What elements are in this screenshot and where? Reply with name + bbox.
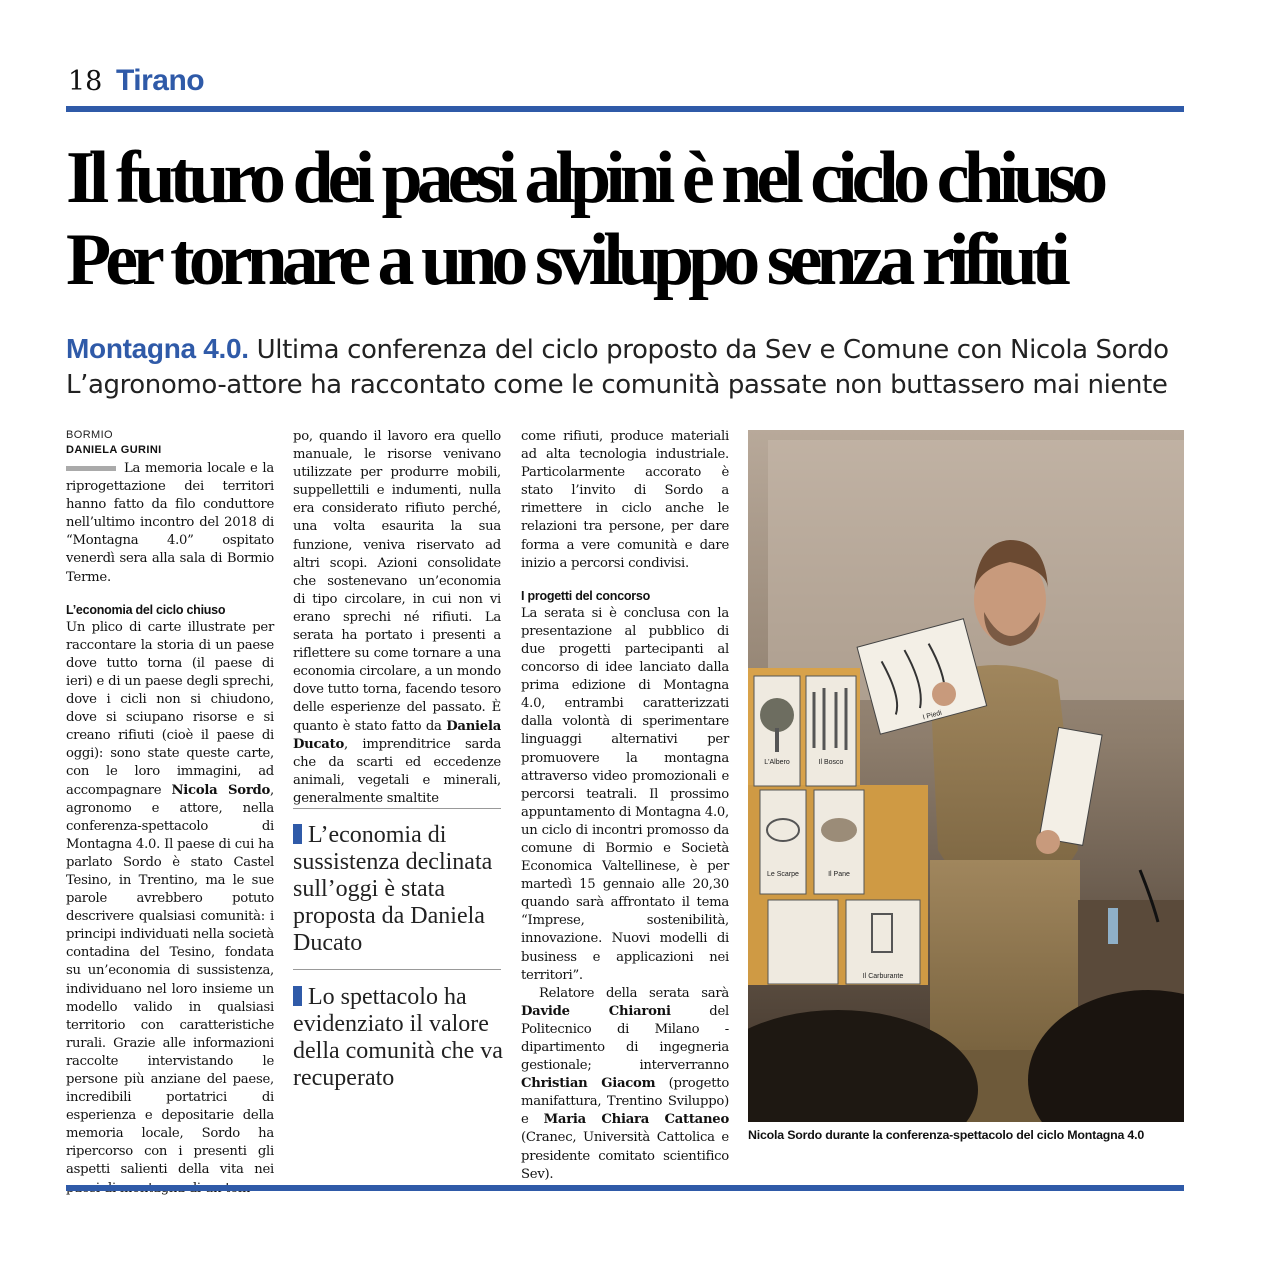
headline-line-1: Il futuro dei paesi alpini è nel ciclo chiuso xyxy=(66,137,1103,219)
card-label-scarpe: Le Scarpe xyxy=(767,871,799,878)
pullquote-2 xyxy=(293,984,503,1092)
photo-caption: Nicola Sordo durante la conferenza-spettacolo del ciclo Montagna 4.0 xyxy=(748,1128,1145,1142)
card-label-albero: L'Albero xyxy=(764,759,790,766)
p5-text-a: Relatore della serata sarà xyxy=(539,985,729,1001)
subtitle-line-1 xyxy=(66,332,1186,367)
author: DANIELA GURINI xyxy=(66,444,162,456)
left-hand xyxy=(932,682,956,706)
pullquote-1 xyxy=(293,822,503,957)
right-hand xyxy=(1036,830,1060,854)
card-label-bosco: Il Bosco xyxy=(818,759,844,766)
subtitle-text-1: Ultima conferenza del ciclo proposto da Sev e Comune con Nicola Sordo xyxy=(256,335,1169,365)
projection-screen xyxy=(768,440,1184,700)
headline-line-2: Per tornare a uno sviluppo senza rifiuti xyxy=(66,219,1065,301)
pullquote-2-text: Lo spettacolo ha evidenziato il valore della comunità che va recuperato xyxy=(293,984,503,1091)
water-bottle xyxy=(1108,908,1118,944)
p1-text-b: , agronomo e attore, nella conferenza-spettacolo di Montagna 4.0. Il paese di cui ha parlato Sordo è stato Castel Tesino, in Trentino, ma le sue parole avrebbero potuto descrivere qualsiasi comunità: i principi individuati nella società contadina del Tesino, fondata su un’economia di sussistenza, individuano nel loro insieme un modello valido in qualsiasi territorio con caratteristiche rurali. Grazie alle informazioni raccolte intervistando le persone più anziane del paese, incredibili portatrici di esperienza e depositarie della memoria locale, Sordo ha ripercorso con i presenti gli aspetti salienti della vita nei xyxy=(66,782,274,1178)
bread-icon xyxy=(821,818,857,842)
subhead-economia: L’economia del ciclo chiuso xyxy=(66,602,226,617)
pullquote-1-text: L’economia di sussistenza declinata sull’oggi è stata proposta da Daniela Ducato xyxy=(293,822,493,956)
held-card-label: I Piedi xyxy=(922,709,943,722)
subtitle-kicker: Montagna 4.0. xyxy=(66,333,249,364)
p5-text-b: del Politecnico di Milano - dipartimento di ingegneria gestionale; interverranno xyxy=(521,1003,729,1074)
article-column-2 xyxy=(293,428,501,808)
tree-icon xyxy=(760,698,794,732)
lead-bar xyxy=(66,466,116,471)
subtitle-line-2: L’agronomo-attore ha raccontato come le comunità passate non buttassero mai niente xyxy=(66,370,1168,400)
lead-paragraph xyxy=(66,460,274,587)
col2-name: Daniela Ducato xyxy=(293,718,501,752)
page-number: 18 xyxy=(68,66,103,97)
p1-text-a: Un plico di carte illustrate per raccontare la storia di un paese dove tutto torna (il paese di ieri) e di un paese degli sprechi, dove i cicli non si chiudono, dove si sciupano risorse e si creano rifiuti (cioè il paese di oggi): sono state queste carte, con le loro immagini, ad accompagnare xyxy=(66,619,274,798)
col2-text-a: po, quando il lavoro era quello manuale, le risorse venivano utilizzate per produrre mobili, suppellettili e indumenti, nulla era considerato rifiuto perché, una volta esaurita la sua funzione, veniva riservato ad altri scopi. Azioni consolidate che sostenevano un’economia di tipo circolare, in cui non vi erano sprechi né rifiuti. La serata ha portato i presenti a riflettere su come tornare a una economia circolare, a un mondo dove tutto torna, facendo tesoro delle esperienze del passato. È quanto è stato fatto da xyxy=(293,429,501,734)
article-photo xyxy=(748,430,1184,1122)
pullquote-rule-2 xyxy=(293,969,501,970)
p5-text-c: (progetto manifattura, Trentino Sviluppo) e xyxy=(521,1076,730,1128)
article-column-1 xyxy=(66,428,274,1198)
col2-text-b: , imprenditrice sarda che da scarti ed eccedenze animali, vegetali e minerali, generalmente smaltite xyxy=(293,736,501,806)
paragraph-4: La serata si è conclusa con la presentazione al pubblico di due progetti partecipanti al concorso di idee lanciato dalla prima edizione di Montagna 4.0, entrambi caratterizzati dalla volontà di sperimentare linguaggi alternativi per promuovere la montagna attraverso video promozionali e percorsi teatrali. Il prossimo appuntamento di Montagna 4.0, un ciclo di incontri promosso da comune di Bormio e Società Economica Valtellinese, è per martedì 15 gennaio alle 20,30 quando sarà affrontato il tema “Imprese, sostenibilità, innovazione. Nuovi modelli di business e applicazioni nei territori”. xyxy=(521,605,729,983)
photo-illustration xyxy=(748,430,1184,1122)
card-mucca xyxy=(768,900,838,984)
paragraph-1 xyxy=(66,619,274,1198)
subhead-progetti: I progetti del concorso xyxy=(521,588,650,603)
lead-text: La memoria locale e la riprogettazione dei territori hanno fatto da filo conduttore nell’ultimo incontro del 2018 di “Montagna 4.0” ospitato venerdì sera alla sala di Bormio Terme. xyxy=(66,461,274,585)
article-column-3 xyxy=(521,428,729,1184)
tree-trunk-icon xyxy=(775,728,779,752)
pullquote-marker xyxy=(293,824,302,844)
paragraph-3: come rifiuti, produce materiali ad alta tecnologia industriale. Particolarmente accorato è stato l’invito di Sordo a rimettere in ciclo anche le relazioni tra persone, per dare forma a vere comunità e dare inizio a percorsi condivisi. xyxy=(521,429,729,571)
bottom-rule xyxy=(66,1185,1184,1191)
paragraph-2 xyxy=(293,428,501,808)
card-label-pane: Il Pane xyxy=(828,871,850,878)
p1-name: Nicola Sordo xyxy=(171,782,271,798)
pullquote-marker xyxy=(293,986,302,1006)
card-label-carburante: Il Carburante xyxy=(862,973,904,980)
p5-text-d: (Cranec, Università Cattolica e presidente comitato scientifico Sev). xyxy=(521,1130,729,1182)
p5-name-2: Christian Giacom xyxy=(521,1076,656,1092)
p5-name-3: Maria Chiara Cattaneo xyxy=(543,1112,729,1128)
p5-name-1: Davide Chiaroni xyxy=(521,1003,671,1019)
top-rule xyxy=(66,106,1184,112)
pullquote-rule-1 xyxy=(293,808,501,809)
paragraph-5 xyxy=(521,985,729,1184)
dateline: BORMIO xyxy=(66,429,114,441)
card-carburante xyxy=(846,900,920,984)
section-title: Tirano xyxy=(116,64,205,97)
